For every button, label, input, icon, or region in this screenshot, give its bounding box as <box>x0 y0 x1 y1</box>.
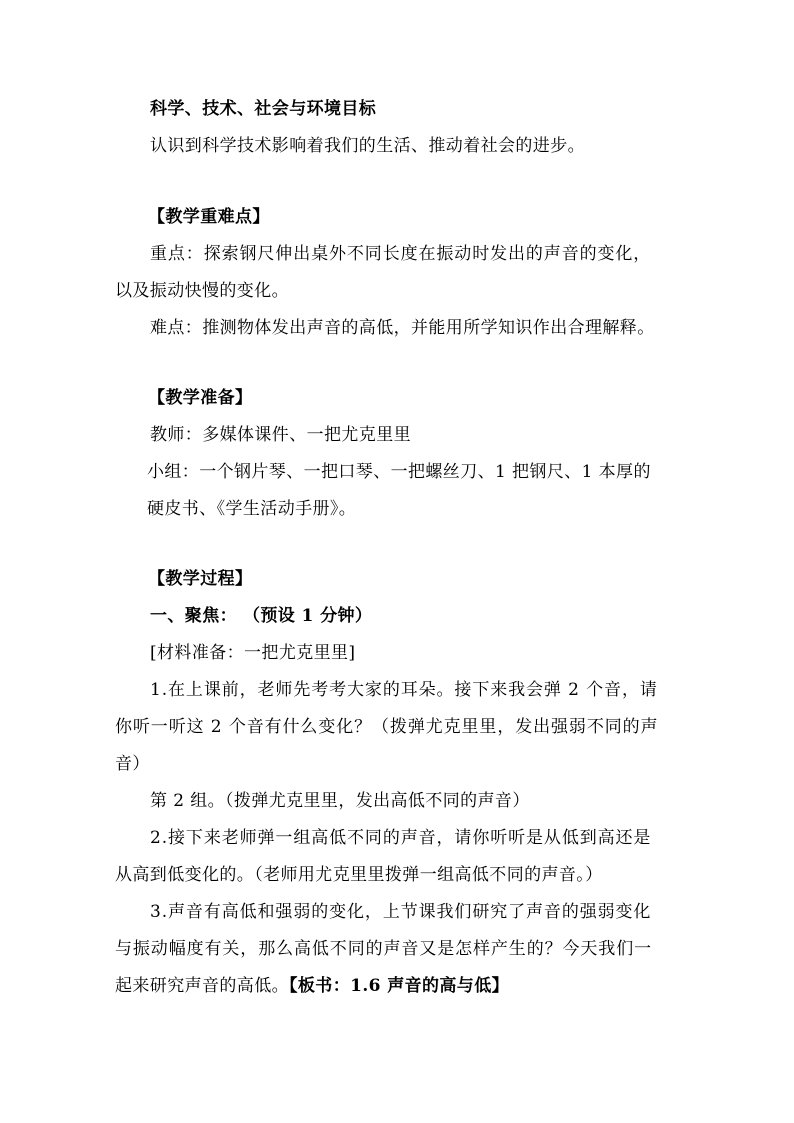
paragraph3-line1: 2.接下来老师弹一组高低不同的声音，请你听听是从低到高还是 <box>150 828 652 848</box>
preparation-group-line1: 小组：一个钢片琴、一把口琴、一把螺丝刀、1 把钢尺、1 本厚的 <box>147 462 651 482</box>
paragraph1-line2: 你听一听这 2 个音有什么变化？（拨弹尤克里里，发出强弱不同的声 <box>115 717 659 737</box>
step1-title: 一、聚焦： <box>150 606 237 626</box>
process-heading: 【教学过程】 <box>148 569 253 589</box>
preparation-group-line2: 硬皮书、《学生活动手册》。 <box>147 499 357 519</box>
key-points-heading: 【教学重难点】 <box>148 207 270 227</box>
paragraph4-line3-text: 起来研究声音的高低。 <box>115 976 289 996</box>
preparation-heading: 【教学准备】 <box>148 388 253 408</box>
paragraph4-line2: 与振动幅度有关，那么高低不同的声音又是怎样产生的？今天我们一 <box>115 939 652 959</box>
key-point-focus-line2: 以及振动快慢的变化。 <box>115 281 289 301</box>
sts-goal-text: 认识到科学技术影响着我们的生活、推动着社会的进步。 <box>150 136 585 156</box>
paragraph4-line3 <box>115 974 509 998</box>
paragraph2: 第 2 组。（拨弹尤克里里，发出高低不同的声音） <box>150 791 530 811</box>
blackboard-note: 【板书：1.6 声音的高与低】 <box>289 976 509 996</box>
step1-time: （预设 1 分钟） <box>243 606 373 626</box>
paragraph4-line1: 3.声音有高低和强弱的变化，上节课我们研究了声音的强弱变化 <box>150 902 652 922</box>
paragraph1-line1: 1.在上课前，老师先考考大家的耳朵。接下来我会弹 2 个音，请 <box>150 680 658 700</box>
key-point-difficulty: 难点：推测物体发出声音的高低，并能用所学知识作出合理解释。 <box>150 318 655 338</box>
key-point-focus-line1: 重点：探索钢尺伸出桌外不同长度在振动时发出的声音的变化， <box>150 244 652 264</box>
materials-note: [材料准备：一把尤克里里] <box>150 643 356 663</box>
paragraph1-line3: 音） <box>115 754 150 774</box>
sts-goal-heading: 科学、技术、社会与环境目标 <box>150 99 377 119</box>
paragraph3-line2: 从高到低变化的。（老师用尤克里里拨弹一组高低不同的声音。） <box>115 865 603 885</box>
preparation-teacher: 教师：多媒体课件、一把尤克里里 <box>150 425 411 445</box>
